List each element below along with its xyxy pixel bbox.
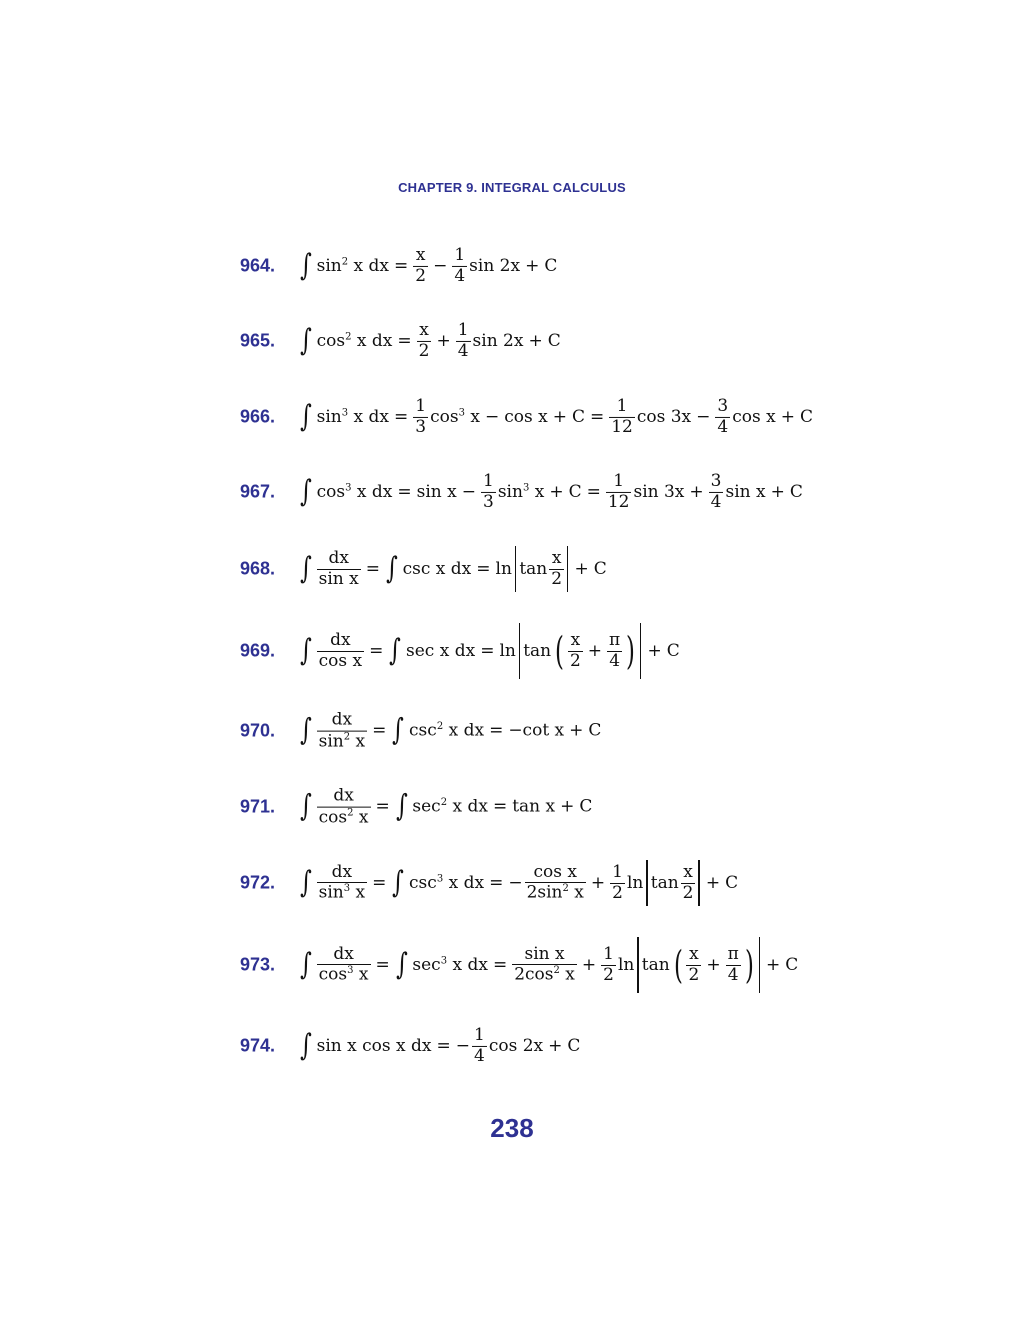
formula-expression: ∫ sin x cos x dx = − $\frac{1}{4}$ cos 2x + C (299, 1024, 581, 1066)
formula-expression: ∫ $\frac{dx}{\cos^3 x}$ = ∫ $\sec^3 x$ dx = $\frac{\text{sin x}}{2\cos^2 x}$ + $\frac{1}{2}$ ln tan ( $\frac{x}{2}$ + $\frac{\pi}{4}$ ) + C (298, 937, 799, 993)
formula-number: 967. (240, 481, 276, 502)
formula-number: 973. (240, 954, 276, 975)
formula-number: 964. (240, 255, 276, 276)
formula-expression: ∫ $\frac{dx}{\sin^3 x}$ = ∫ $\csc^3 x$ dx = − $\frac{\text{cos x}}{2\sin^2 x}$ + $\frac{1}{2}$ ln tan $\frac{x}{2}$ + C (298, 860, 739, 906)
formula-expression: ∫ $\frac{dx}{\sin^2 x}$ = ∫ $\csc^2 x$ dx = −cot x + C (299, 709, 602, 751)
formula-expression: ∫ $\cos^2 x$ dx = $\frac{x}{2}$ + $\frac{1}{4}$ sin 2x + C (299, 319, 561, 361)
formula-number: 966. (240, 406, 276, 427)
formula-number: 974. (240, 1035, 276, 1056)
formula-number: 972. (240, 872, 276, 893)
formula-expression: ∫ $\sin^2 x$ dx = $\frac{x}{2}$ − $\frac{1}{4}$ sin 2x + C (299, 244, 558, 286)
formula-expression: ∫ $\frac{dx}{\text{sin x}}$ = ∫ csc x dx = ln tan $\frac{x}{2}$ + C (298, 546, 608, 592)
formula-expression: ∫ $\cos^3 x$ dx = sin x − $\frac{1}{3}$ $\sin^3 x$ + C = $\frac{1}{12}$ sin 3x + $\frac{3}{4}$ sin x + C (299, 470, 803, 512)
formula-number: 969. (240, 640, 276, 661)
formula-number: 970. (240, 720, 276, 741)
chapter-header: CHAPTER 9. INTEGRAL CALCULUS (398, 180, 626, 195)
page-number: 238 (490, 1113, 534, 1143)
formula-expression: ∫ $\sin^3 x$ dx = $\frac{1}{3}$ $\cos^3 x$ − cos x + C = $\frac{1}{12}$ cos 3x − $\frac{3}{4}$ cos x + C (299, 395, 813, 437)
formula-number: 971. (240, 796, 276, 817)
formula-number: 968. (240, 558, 276, 579)
formula-number: 965. (240, 330, 276, 351)
formula-expression: ∫ $\frac{dx}{\text{cos x}}$ = ∫ sec x dx = ln tan ( $\frac{x}{2}$ + $\frac{\pi}{4}$ ) + C (298, 623, 681, 679)
formula-expression: ∫ $\frac{dx}{\cos^2 x}$ = ∫ $\sec^2 x$ dx = tan x + C (299, 785, 593, 827)
